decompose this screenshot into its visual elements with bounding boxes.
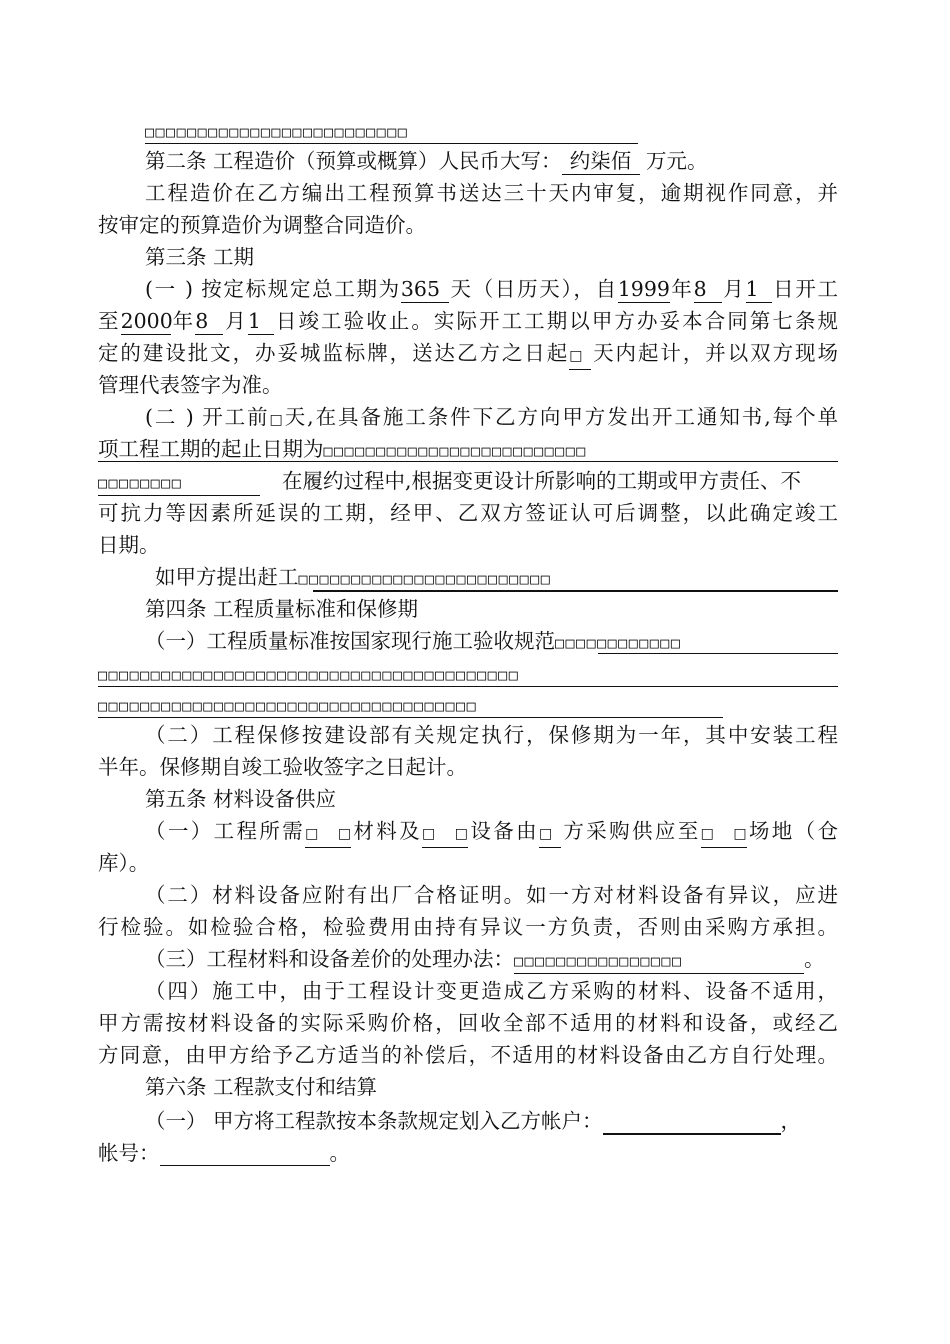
account-number-line <box>98 1138 838 1168</box>
end-day: 1 <box>248 308 274 335</box>
text: 场地（仓 <box>746 819 839 843</box>
paragraph-line: 日期。 <box>98 533 160 557</box>
paragraph-line: 库）。 <box>98 851 150 875</box>
text: 项工程工期的起止日期为 <box>98 437 324 461</box>
text: （三）工程材料和设备差价的处理办法： <box>145 947 514 971</box>
text: 天,在具备施工条件下乙方向甲方发出开工通知书,每个单 <box>284 405 839 429</box>
paragraph-line: （二）材料设备应附有出厂合格证明。如一方对材料设备有异议，应进 <box>145 883 838 907</box>
article-5-title: 第五条 材料设备供应 <box>145 787 337 811</box>
article-4-title: 第四条 工程质量标准和保修期 <box>145 597 419 621</box>
text: 天（日历天），自 <box>448 277 618 301</box>
schedule-line-1 <box>145 274 838 304</box>
paragraph-line: 可抗力等因素所延误的工期，经甲、乙双方签证认可后调整，以此确定竣工 <box>98 501 838 525</box>
account-name-blank <box>603 1109 781 1135</box>
schedule-adjust-line <box>98 466 838 496</box>
bank-account-line <box>145 1106 838 1136</box>
paragraph-line: （四）施工中，由于工程设计变更造成乙方采购的材料、设备不适用， <box>145 979 838 1003</box>
underline <box>598 653 838 654</box>
price-unit: 万元。 <box>639 149 708 173</box>
text: 方采购供应至 <box>561 819 701 843</box>
text: 。 <box>804 947 825 971</box>
paragraph-line: 半年。保修期自竣工验收签字之日起计。 <box>98 755 467 779</box>
placeholder-box: □□ <box>305 821 351 848</box>
placeholder-boxes: □□□□□□□□□□□□□□□□□□□□□□□□□ <box>323 442 587 460</box>
placeholder-boxes: □□□□□□□□□□□□□□□□ <box>514 949 804 974</box>
total-days: 365 <box>401 276 449 303</box>
paragraph-line: 行检验。如检验合格，检验费用由持有异议一方负责，否则由采购方承担。 <box>98 915 838 939</box>
article-2-line <box>145 146 838 176</box>
text: 月 <box>223 309 248 333</box>
underline <box>98 461 838 462</box>
account-number-blank <box>160 1141 330 1166</box>
paragraph-line: 方同意，由甲方给予乙方适当的补偿后，不适用的材料设备由乙方自行处理。 <box>98 1043 838 1067</box>
text: 定的建设批文，办妥城监标牌，送达乙方之日起 <box>98 341 570 365</box>
underline <box>98 717 723 718</box>
placeholder-boxes: □□□□□□□□□□□□□□□□□□□□□□□□□□□□□□□□□□□□ <box>98 697 478 715</box>
placeholder-boxes: □□□□□□□□ <box>98 471 260 496</box>
underline <box>145 143 638 144</box>
text: 至 <box>98 309 121 333</box>
placeholder-box: □□ <box>422 821 468 848</box>
text: 年 <box>669 277 694 301</box>
text: 。 <box>329 1141 350 1165</box>
schedule-line-3 <box>98 338 838 370</box>
price-amount: 约柒佰 <box>562 148 640 175</box>
article-2-title: 第二条 工程造价（预算或概算）人民币大写： <box>145 149 562 173</box>
blank-days: □ <box>569 343 591 370</box>
placeholder-box: □ <box>539 821 561 848</box>
text: 天内起计，并以双方现场 <box>591 341 838 365</box>
text: （一）工程所需 <box>145 819 306 843</box>
text: 如甲方提出赶工 <box>155 565 299 589</box>
end-year: 2000 <box>120 309 173 333</box>
underline <box>98 686 838 687</box>
start-month: 8 <box>694 276 722 303</box>
placeholder-boxes: □□□□□□□□□□□□ <box>555 634 682 652</box>
paragraph-line: （二）工程保修按建设部有关规定执行，保修期为一年，其中安装工程 <box>145 723 838 747</box>
text: （一） 甲方将工程款按本条款规定划入乙方帐户： <box>145 1109 603 1133</box>
text: ， <box>780 1109 802 1133</box>
article-3-title: 第三条 工期 <box>145 245 255 269</box>
schedule-item-2 <box>145 402 838 435</box>
text: 月 <box>721 277 746 301</box>
price-difference-line <box>145 944 838 974</box>
placeholder-boxes: □□□□□□□□□□□□□□□□□□□□□□□□ <box>298 570 552 588</box>
text: 在履约过程中,根据变更设计所影响的工期或甲方责任、不 <box>282 469 802 493</box>
end-month: 8 <box>195 308 223 335</box>
text: 年 <box>170 309 196 333</box>
text: 日竣工验收止。实际开工工期以甲方办妥本合同第七条规 <box>273 309 839 333</box>
text: （一）工程质量标准按国家现行施工验收规范 <box>145 629 555 653</box>
paragraph-line: 工程造价在乙方编出工程预算书送达三十天内审复，逾期视作同意，并 <box>145 181 838 205</box>
garbled-placeholder-line: □□□□□□□□□□□□□□□□□□□□□□□□□ <box>145 123 409 141</box>
paragraph-line: 甲方需按材料设备的实际采购价格，回收全部不适用的材料和设备，或经乙 <box>98 1011 838 1035</box>
text: 日开工 <box>771 277 839 301</box>
start-day: 1 <box>746 276 772 303</box>
schedule-line-2 <box>98 306 838 336</box>
placeholder-boxes: □□□□□□□□□□□□□□□□□□□□□□□□□□□□□□□□□□□□□□□□ <box>98 666 520 684</box>
materials-supply-line <box>145 816 838 848</box>
text: 设备由 <box>468 819 539 843</box>
paragraph-line: 按审定的预算造价为调整合同造价。 <box>98 213 426 237</box>
text: (一 ) 按定标规定总工期为 <box>145 277 401 301</box>
underline <box>313 590 838 592</box>
article-6-title: 第六条 工程款支付和结算 <box>145 1075 378 1099</box>
start-year: 1999 <box>617 277 670 301</box>
text: 帐号： <box>98 1141 160 1165</box>
placeholder-box: □□ <box>701 821 747 848</box>
text: 材料及 <box>351 819 423 843</box>
paragraph-line: 管理代表签字为准。 <box>98 373 283 397</box>
placeholder-box: □ <box>269 412 285 428</box>
text: (二 ) 开工前 <box>145 405 270 429</box>
